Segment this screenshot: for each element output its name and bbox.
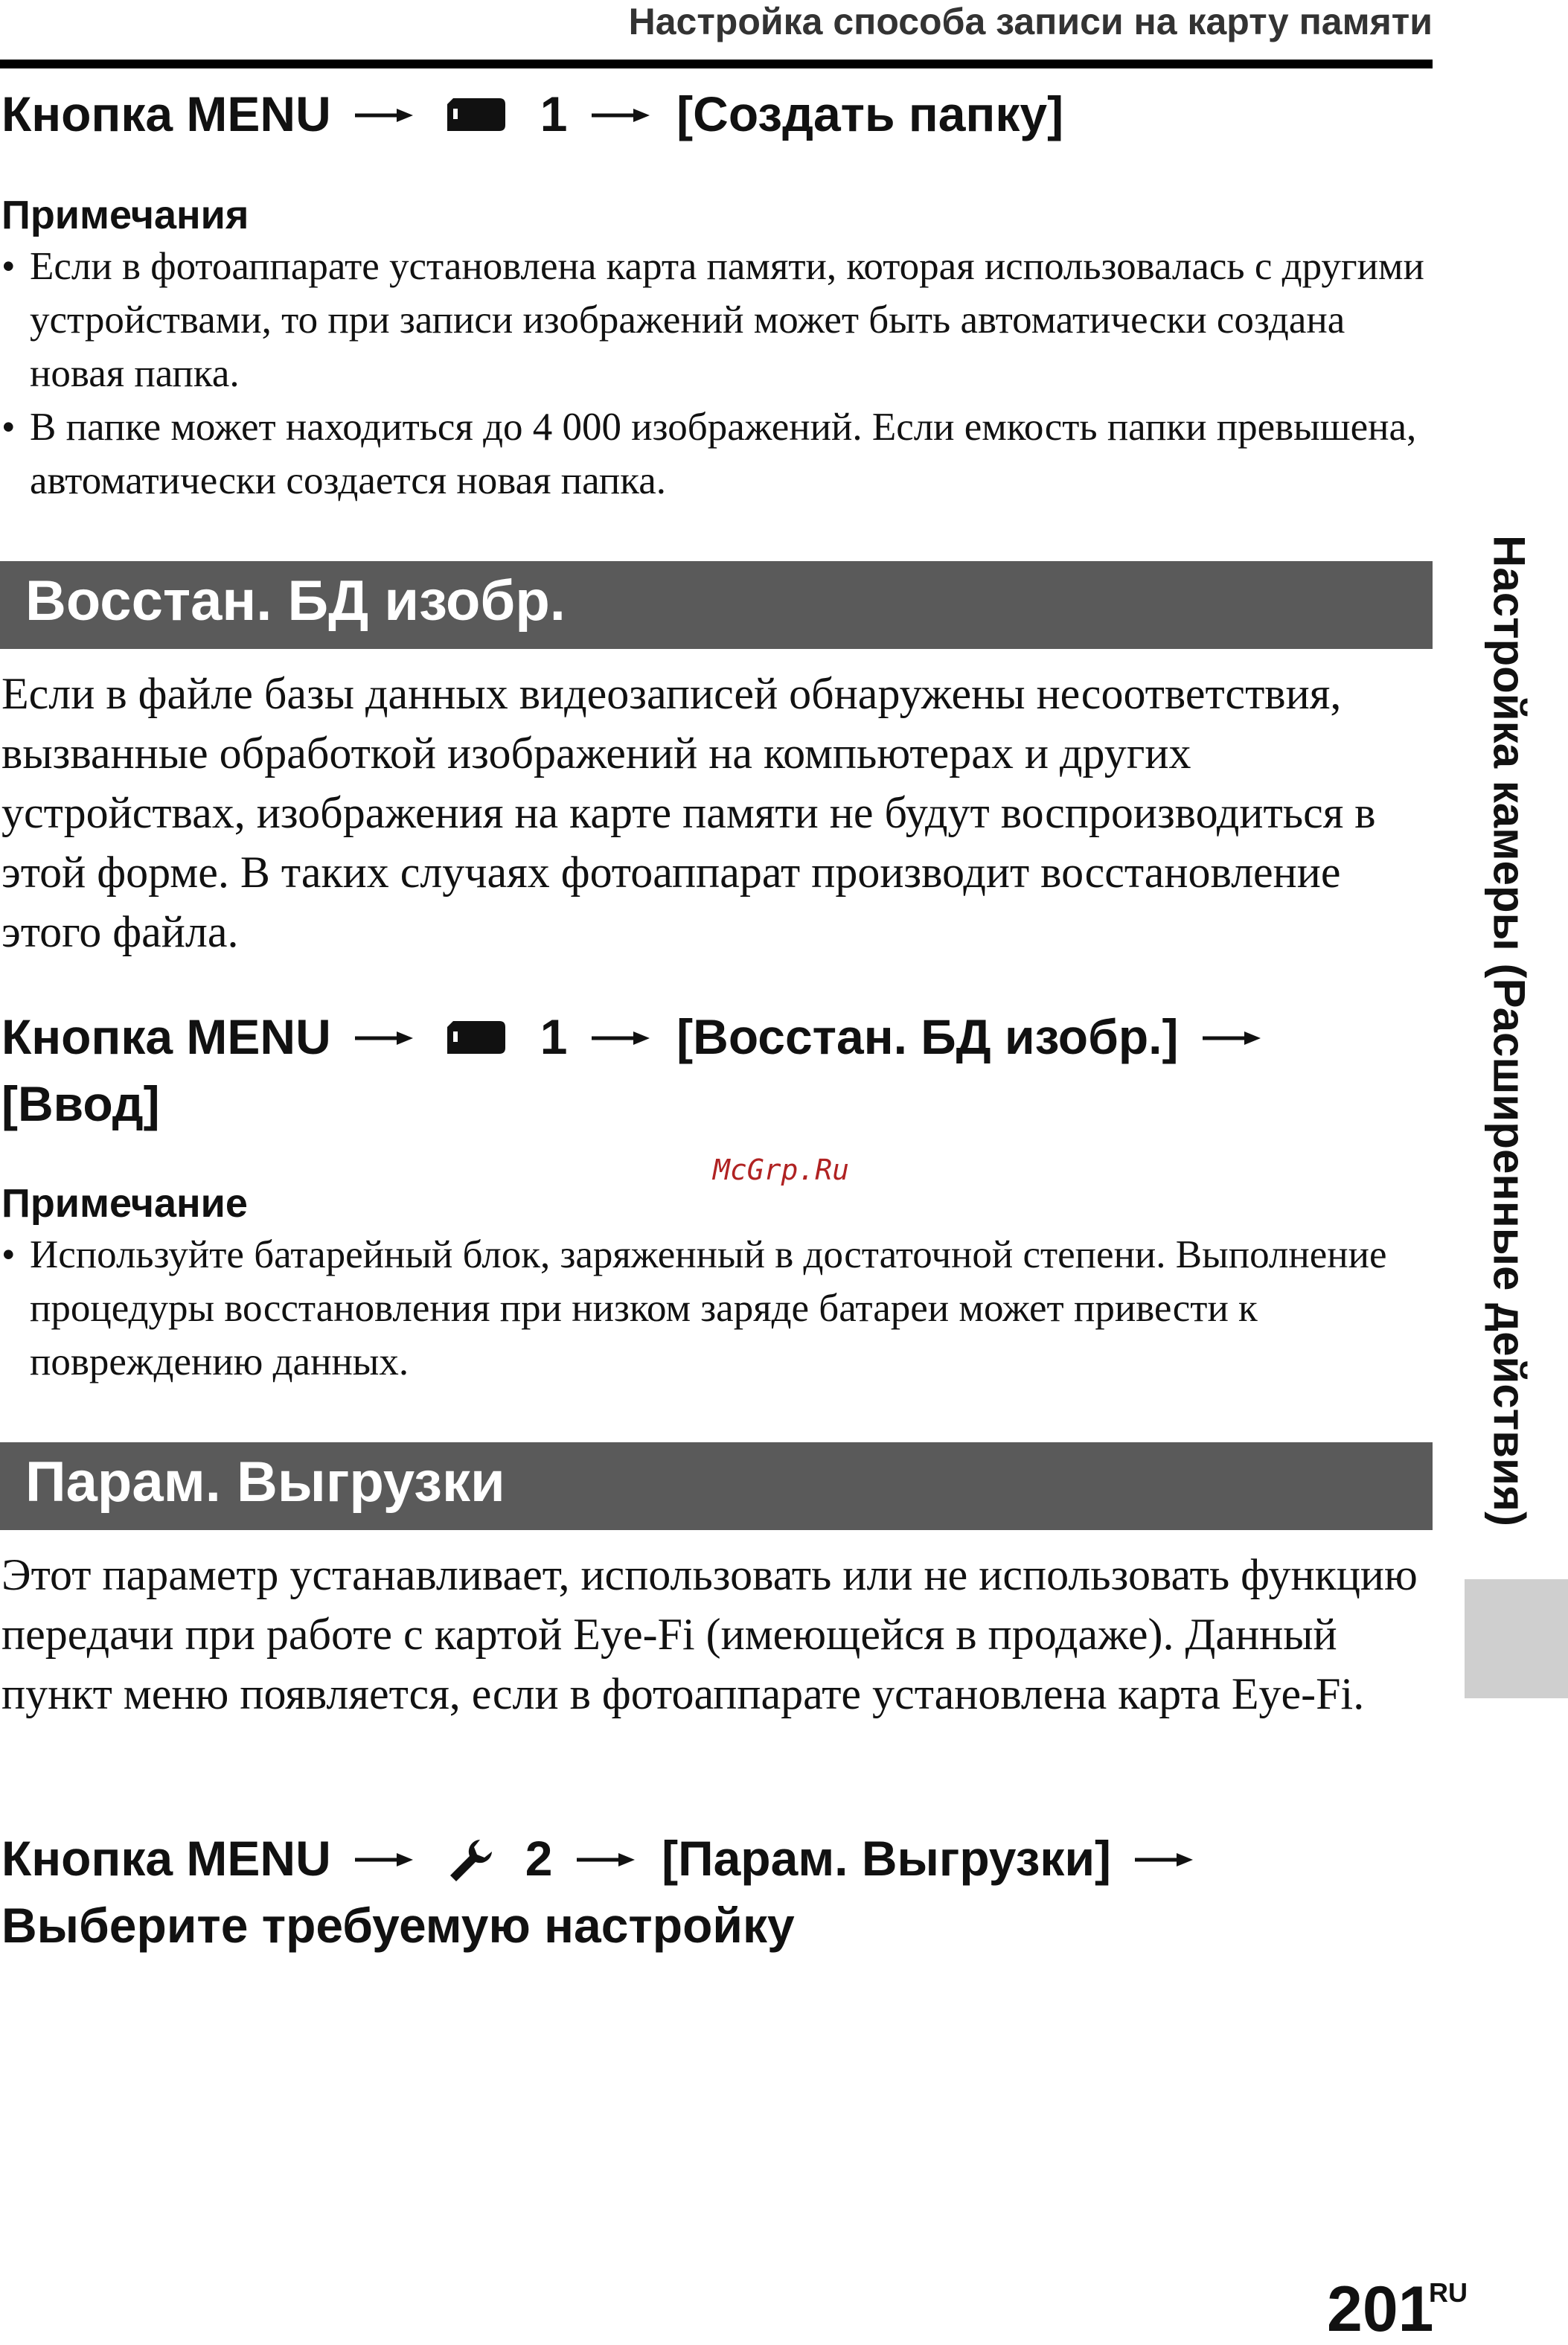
notes-heading: Примечания	[1, 193, 249, 237]
wrench-icon	[447, 1837, 493, 1883]
section-header-upload-settings	[0, 1442, 1433, 1530]
bullet-icon: •	[1, 245, 16, 288]
menu-tab-number: 1	[540, 1009, 568, 1064]
memory-card-icon	[447, 1021, 505, 1054]
list-item: • Если в фотоаппарате установлена карта памяти, которая использовалась с другими устройствами, то при записи изображений может быть автоматически создана новая папка.	[1, 240, 1430, 400]
notes-heading: Примечание	[1, 1181, 248, 1226]
arrow-icon	[1135, 1852, 1193, 1867]
list-item: • Используйте батарейный блок, заряженный в достаточной степени. Выполнение процедуры восстановления при низком заряде батареи может привести к повреждению данных.	[1, 1228, 1430, 1389]
page-language-suffix: RU	[1429, 2277, 1468, 2308]
menu-path-recover-db	[1, 1003, 1274, 1137]
side-tab-marker	[1465, 1579, 1568, 1698]
running-header: Настройка способа записи на карту памяти	[628, 1, 1433, 42]
page-number: 201	[1327, 2274, 1434, 2345]
arrow-icon	[592, 1031, 650, 1046]
bullet-icon: •	[1, 406, 16, 449]
menu-item-create-folder: [Создать папку]	[676, 86, 1064, 141]
section-title: Восстан. БД изобр.	[25, 569, 566, 633]
menu-path-upload-settings	[1, 1825, 1206, 1959]
menu-item-recover-db: [Восстан. БД изобр.]	[676, 1009, 1179, 1064]
list-item: • В папке может находиться до 4 000 изображений. Если емкость папки превышена, автоматически создается новая папка.	[1, 400, 1430, 508]
memory-card-icon	[447, 98, 505, 131]
header-rule	[0, 60, 1433, 68]
notes-list	[1, 240, 1430, 508]
arrow-icon	[1203, 1031, 1261, 1046]
arrow-icon	[355, 1031, 413, 1046]
menu-final-step: Выберите требуемую настройку	[1, 1898, 795, 1953]
bullet-icon: •	[1, 1233, 16, 1276]
menu-tab-number: 1	[540, 86, 568, 141]
arrow-icon	[355, 1852, 413, 1867]
watermark: McGrp.Ru	[713, 1154, 850, 1186]
menu-final-step: [Ввод]	[1, 1076, 160, 1131]
section-title: Парам. Выгрузки	[25, 1450, 505, 1514]
menu-path-create-folder	[1, 80, 1063, 147]
arrow-icon	[577, 1852, 635, 1867]
side-chapter-label: Настройка камеры (Расширенные действия)	[1484, 535, 1535, 1526]
arrow-icon	[592, 108, 650, 123]
menu-prefix: Кнопка MENU	[1, 1831, 331, 1886]
menu-prefix: Кнопка MENU	[1, 1009, 331, 1064]
arrow-icon	[355, 108, 413, 123]
menu-tab-number: 2	[525, 1831, 553, 1886]
menu-prefix: Кнопка MENU	[1, 86, 331, 141]
menu-item-upload-settings: [Парам. Выгрузки]	[662, 1831, 1112, 1886]
notes-list	[1, 1228, 1430, 1389]
section-header-recover-db	[0, 561, 1433, 649]
section-description: Если в файле базы данных видеозаписей обнаружены несоответствия, вызванные обработкой изображений на компьютерах и других устройствах, изображения на карте памяти не будут воспроизводиться в этой форме. В таких случаях фотоаппарат производит восстановление этого файла.	[1, 669, 1376, 956]
section-description: Этот параметр устанавливает, использовать или не использовать функцию передачи при работе с картой Eye-Fi (имеющейся в продаже). Данный пункт меню появляется, если в фотоаппарате установлена карта Eye-Fi.	[1, 1550, 1418, 1718]
